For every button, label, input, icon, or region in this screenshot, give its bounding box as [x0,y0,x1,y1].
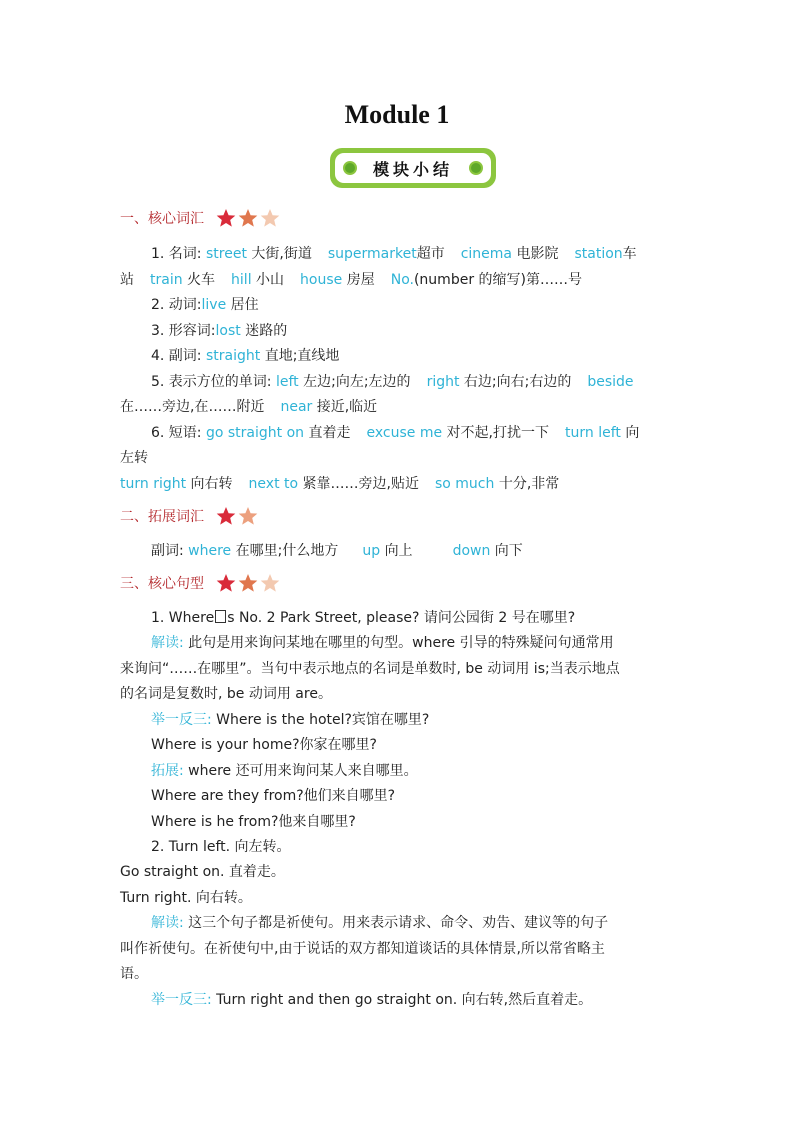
rating-stars [216,208,280,228]
star-icon [260,573,280,593]
badge-label: 模块小结 [372,159,453,179]
ext-line: 副词: where 在哪里;什么地方 up 向上 down 向下 [151,543,523,559]
star-icon [260,208,280,228]
sentence-2c: Turn right. 向右转。 [120,890,252,906]
star-icon [238,506,258,526]
vocab-line-6: 6. 短语: go straight on 直着走 excuse me 对不起,打扰一下 turn left 向 [151,425,640,441]
star-icon [216,208,236,228]
star-icon [216,573,236,593]
example-1: 举一反三: Where is the hotel?宾馆在哪里? [151,712,430,728]
vocab-line-1b: 站 train 火车 hill 小山 house 房屋 No.(number 的缩写)第……号 [120,272,582,288]
example-2: Where is your home?你家在哪里? [151,737,377,753]
star-icon [238,573,258,593]
vocab-line-3: 3. 形容词:lost 迷路的 [151,323,288,339]
rating-stars [216,506,258,526]
extension-1: 拓展: where 还可用来询问某人来自哪里。 [151,763,418,779]
vocab-line-5: 5. 表示方位的单词: left 左边;向左;左边的 right 右边;向右;右边的 beside [151,374,634,390]
explanation-2-line-3: 语。 [120,966,148,982]
section-title: 一、核心词汇 [120,211,204,227]
explanation-1-line-1: 解读: 此句是用来询问某地在哪里的句型。where 引导的特殊疑问句通常用 [151,635,614,651]
sentence-2a: 2. Turn left. 向左转。 [151,839,291,855]
section-core-vocab [120,208,280,228]
sentence-2b: Go straight on. 直着走。 [120,864,285,880]
section-extended-vocab [120,506,258,526]
section-title: 二、拓展词汇 [120,509,204,525]
example-3: 举一反三: Turn right and then go straight on. 向右转,然后直着走。 [151,992,593,1008]
explanation-2-line-2: 叫作祈使句。在祈使句中,由于说话的双方都知道谈话的具体情景,所以常省略主 [120,941,605,957]
vocab-line-5b: 在……旁边,在……附近 near 接近,临近 [120,399,378,415]
section-title: 三、核心句型 [120,576,204,592]
rating-stars [216,573,280,593]
vocab-line-2: 2. 动词:live 居住 [151,297,259,313]
vocab-line-6b: 左转 [120,450,148,466]
vocab-line-4: 4. 副词: straight 直地;直线地 [151,348,340,364]
extension-2: Where are they from?他们来自哪里? [151,788,396,804]
missing-glyph-box [215,610,226,623]
extension-3: Where is he from?他来自哪里? [151,814,356,830]
module-title: Module 1 [344,100,450,129]
section-core-sentences [120,573,280,593]
explanation-2-line-1: 解读: 这三个句子都是祈使句。用来表示请求、命令、劝告、建议等的句子 [151,915,609,931]
vocab-line-6c: turn right 向右转 next to 紧靠……旁边,贴近 so much 十分,非常 [120,476,560,492]
sentence-1: 1. Where s No. 2 Park Street, please? 请问公园街 2 号在哪里? [151,610,576,626]
explanation-1-line-3: 的名词是复数时, be 动词用 are。 [120,686,332,702]
star-icon [216,506,236,526]
vocab-line-1: 1. 名词: street 大街,街道 supermarket超市 cinema 电影院 station车 [151,246,637,262]
star-icon [238,208,258,228]
summary-badge [328,146,498,190]
explanation-1-line-2: 来询问“……在哪里”。当句中表示地点的名词是单数时, be 动词用 is;当表示地点 [120,661,620,677]
